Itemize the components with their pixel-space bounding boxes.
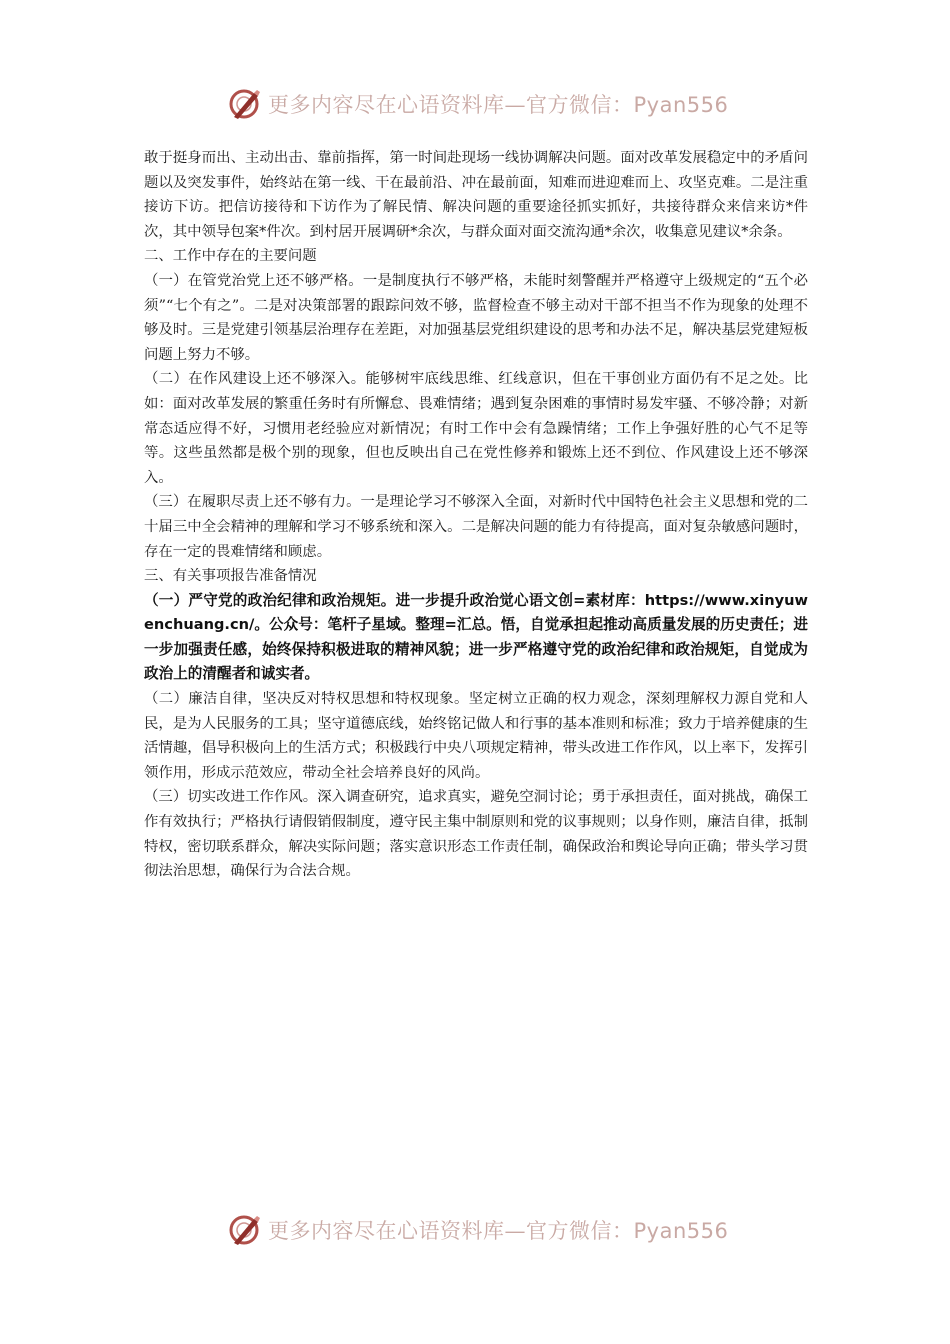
- watermark-text-cn: 更多内容尽在心语资料库—官方微信：: [268, 93, 634, 117]
- pen-logo-icon: [228, 87, 262, 121]
- bold-paragraph: （一）严守党的政治纪律和政治规矩。进一步提升政治觉心语文创=素材库：https://www.xinyuwenchuang.cn/。公众号：笔杆子星域。整理=汇总。悟，自觉承担起推动高质量发展的历史责任；进一步加强责任感，始终保持积极进取的精神风貌；进一步严格遵守党的政治纪律和政治规矩，自觉成为政治上的清醒者和诚实者。: [144, 591, 808, 683]
- section-heading-2: 二、工作中存在的主要问题: [144, 248, 317, 265]
- paragraph: 敢于挺身而出、主动出击、靠前指挥，第一时间赴现场一线协调解决问题。面对改革发展稳定中的矛盾问题以及突发事件，始终站在第一线、干在最前沿、冲在最前面，知难而进迎难而上、攻坚克难。二是注重接访下访。把信访接待和下访作为了解民情、解决问题的重要途径抓实抓好，共接待群众来信来访*件次，其中领导包案*件次。到村居开展调研*余次，与群众面对面交流沟通*余次，收集意见建议*余条。: [144, 150, 808, 240]
- watermark-text-cn: 更多内容尽在心语资料库—官方微信：: [268, 1219, 634, 1243]
- watermark-wechat-id: Pyan556: [633, 1219, 729, 1243]
- watermark-text: [268, 1215, 728, 1245]
- paragraph: （二）廉洁自律，坚决反对特权思想和特权现象。坚定树立正确的权力观念，深刻理解权力源自党和人民，是为人民服务的工具；坚守道德底线，始终铭记做人和行事的基本准则和标准；致力于培养健康的生活情趣，倡导积极向上的生活方式；积极践行中央八项规定精神，带头改进工作作风，以上率下，发挥引领作用，形成示范效应，带动全社会培养良好的风尚。: [144, 691, 808, 781]
- section-heading-3: 三、有关事项报告准备情况: [144, 568, 317, 585]
- footer-watermark: [228, 1210, 728, 1250]
- paragraph: （三）在履职尽责上还不够有力。一是理论学习不够深入全面，对新时代中国特色社会主义思想和党的二十届三中全会精神的理解和学习不够系统和深入。二是解决问题的能力有待提高，面对复杂敏感问题时，存在一定的畏难情绪和顾虑。: [144, 494, 808, 560]
- paragraph: （一）在管党治党上还不够严格。一是制度执行不够严格，未能时刻警醒并严格遵守上级规定的“五个必须”“七个有之”。二是对决策部署的跟踪问效不够，监督检查不够主动对干部不担当不作为现象的处理不够及时。三是党建引领基层治理存在差距，对加强基层党组织建设的思考和办法不足，解决基层党建短板问题上努力不够。: [144, 272, 808, 363]
- paragraph: （二）在作风建设上还不够深入。能够树牢底线思维、红线意识，但在干事创业方面仍有不足之处。比如：面对改革发展的繁重任务时有所懈怠、畏难情绪；遇到复杂困难的事情时易发牢骚、不够冷静；对新常态适应得不好，习惯用老经验应对新情况；有时工作中会有急躁情绪；工作上争强好胜的心气不足等等。这些虽然都是极个别的现象，但也反映出自己在党性修养和锻炼上还不到位、作风建设上还不够深入。: [144, 371, 808, 486]
- watermark-text: [268, 89, 728, 119]
- watermark-wechat-id: Pyan556: [633, 93, 729, 117]
- header-watermark: [228, 84, 728, 124]
- document-body: [144, 146, 808, 884]
- pen-logo-icon: [228, 1213, 262, 1247]
- paragraph: （三）切实改进工作作风。深入调查研究，追求真实，避免空洞讨论；勇于承担责任，面对挑战，确保工作有效执行；严格执行请假销假制度，遵守民主集中制原则和党的议事规则；以身作则，廉洁自律，抵制特权，密切联系群众，解决实际问题；落实意识形态工作责任制，确保政治和舆论导向正确；带头学习贯彻法治思想，确保行为合法合规。: [144, 789, 808, 880]
